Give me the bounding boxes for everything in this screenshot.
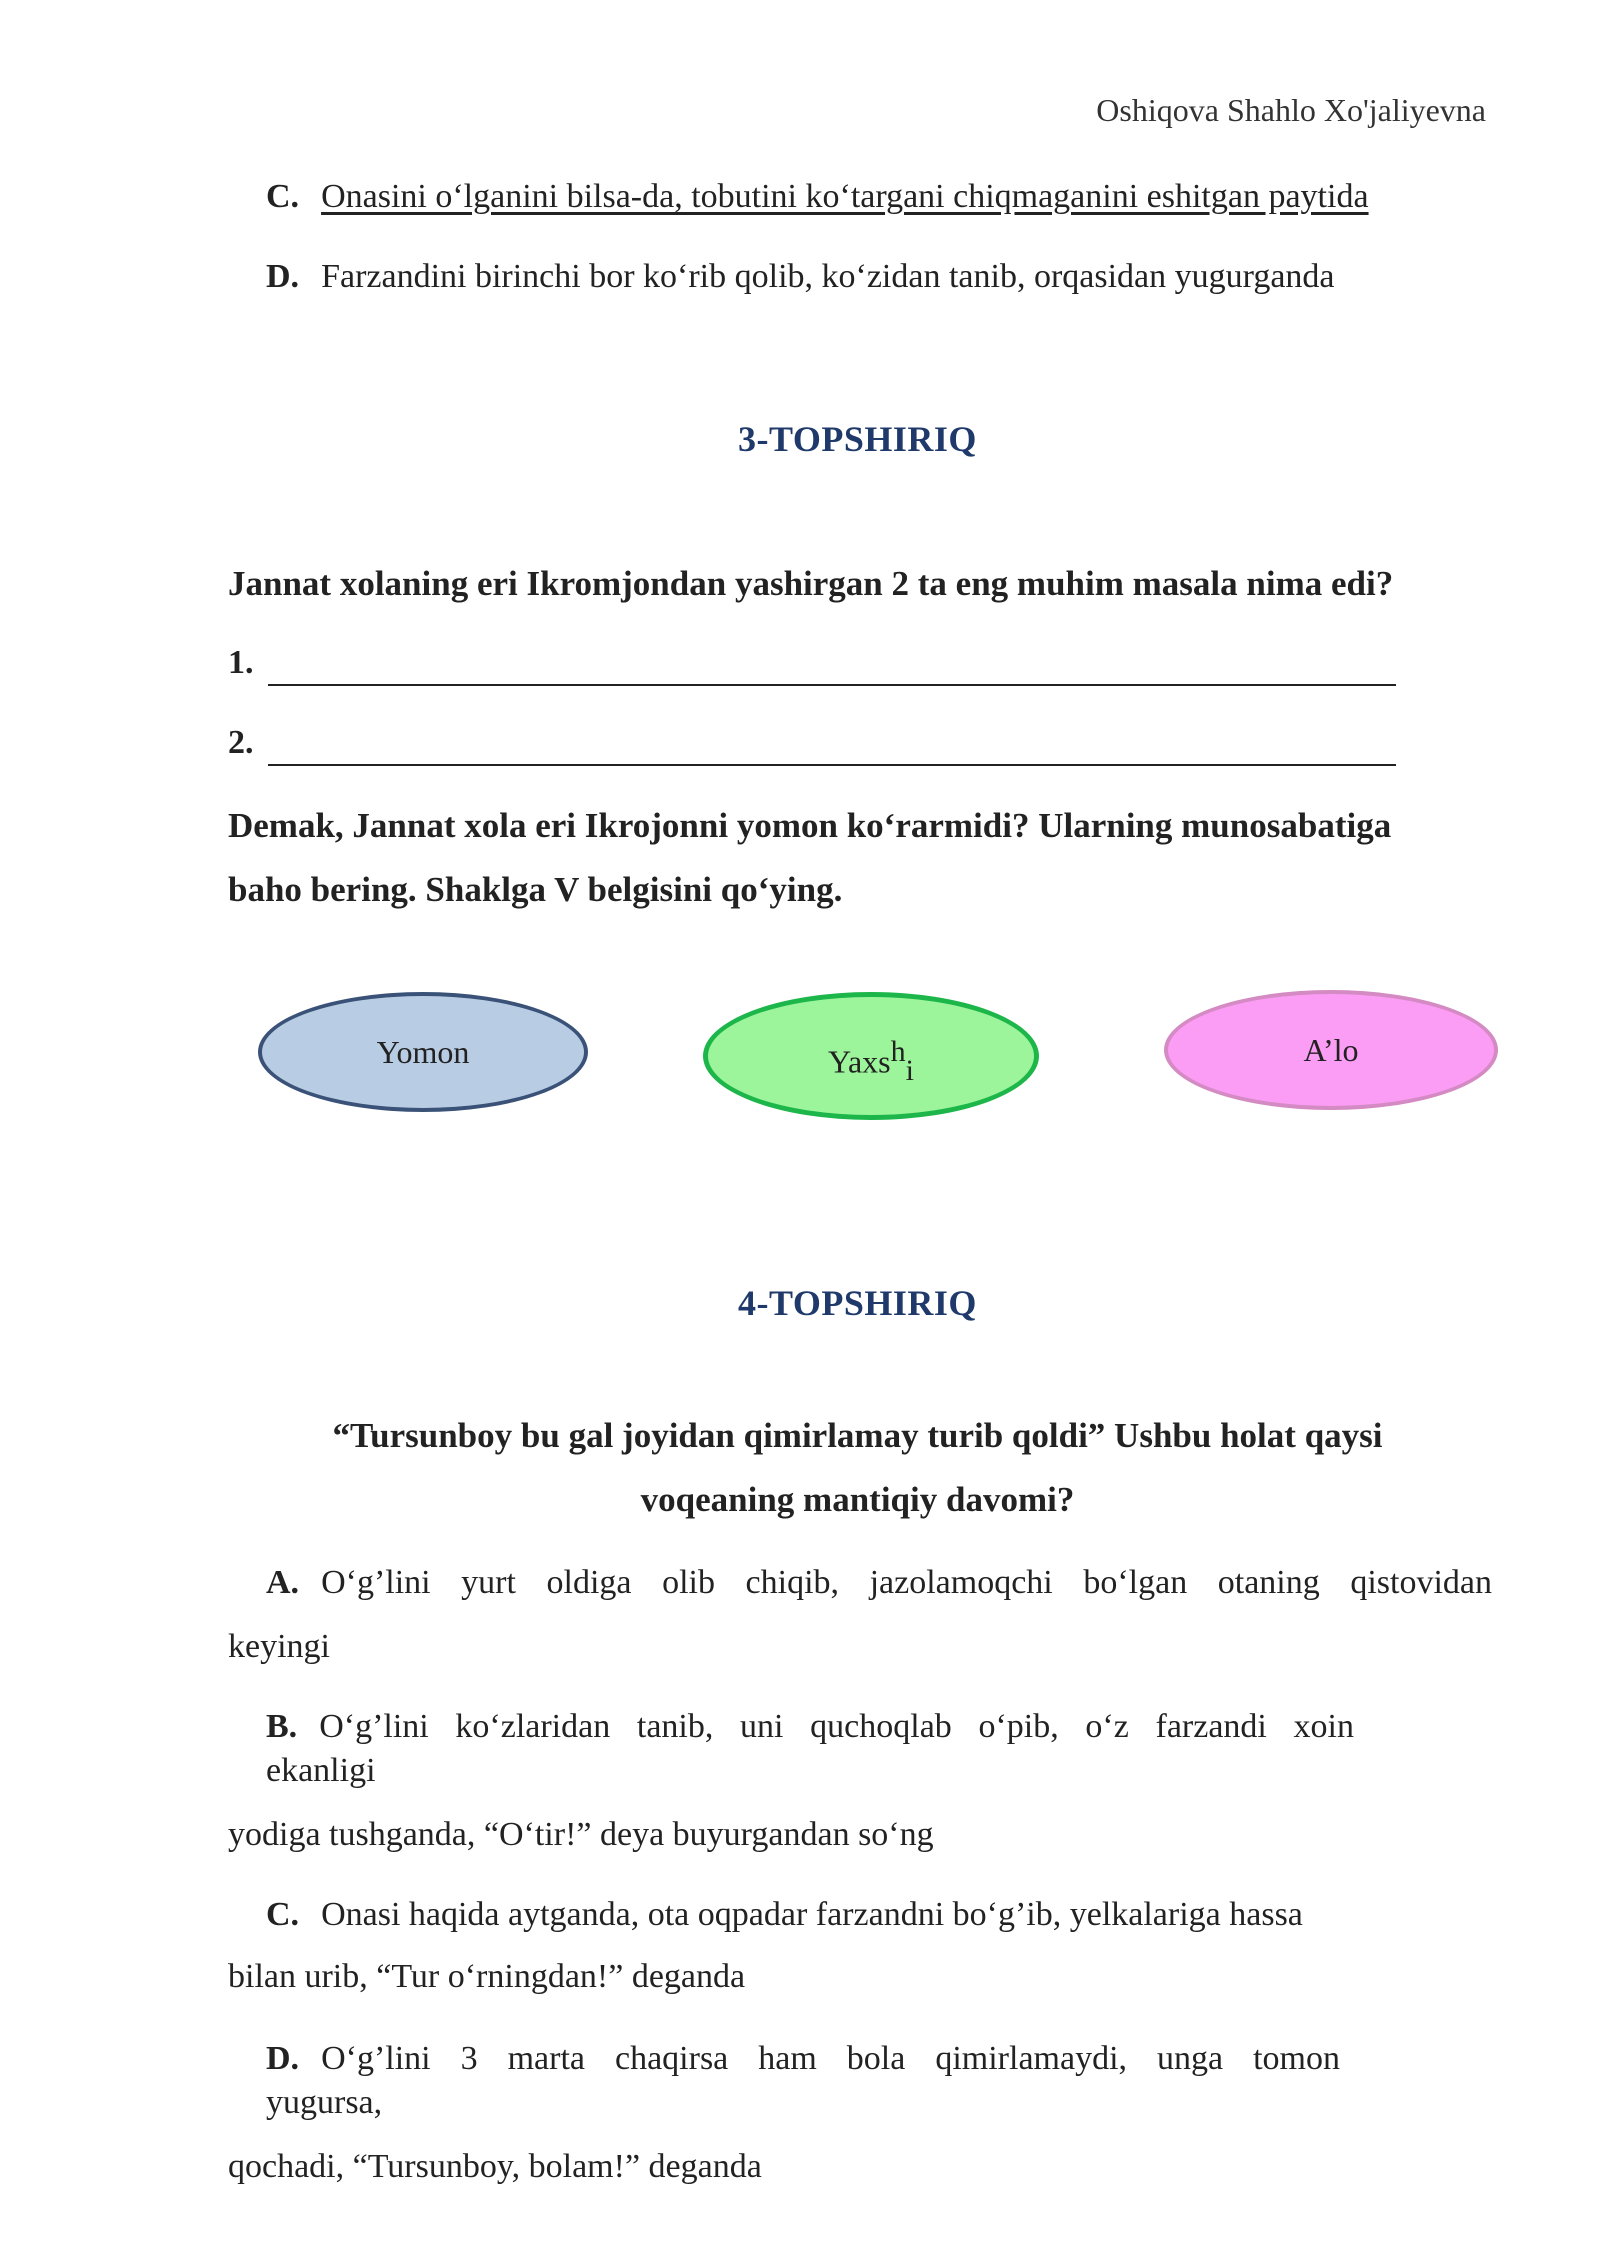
- rating-oval-yomon[interactable]: [258, 992, 588, 1112]
- option-text: O‘g’lini yurt oldiga olib chiqib, jazolamoqchi bo‘lgan otaning qistovidan: [321, 1564, 1492, 1601]
- oval-label: Yomon: [376, 1033, 470, 1070]
- option-letter: D.: [266, 258, 300, 295]
- option-d-cont: qochadi, “Tursunboy, bolam!” deganda: [228, 2148, 762, 2185]
- task3-question: Jannat xolaning eri Ikromjondan yashirgan 2 ta eng muhim masala nima edi?: [228, 564, 1394, 603]
- option-letter: A.: [266, 1564, 300, 1601]
- answer-blank-2[interactable]: [228, 724, 1428, 770]
- option-letter: B.: [266, 1708, 298, 1745]
- option-c-prev: [266, 174, 1369, 220]
- oval-label: [828, 1035, 914, 1088]
- option-b: [266, 1704, 1354, 1750]
- author-name: Oshiqova Shahlo Xo'jaliyevna: [1096, 92, 1486, 128]
- option-c: [266, 1892, 1303, 1938]
- option-a-cont: keyingi: [228, 1628, 330, 1665]
- option-b-wrap: ekanligi: [266, 1752, 376, 1789]
- rating-oval-alo[interactable]: [1164, 990, 1498, 1110]
- option-text: Onasi haqida aytganda, ota oqpadar farzandni bo‘g’ib, yelkalariga hassa: [321, 1896, 1303, 1933]
- task3-prompt-line2: baho bering. Shaklga V belgisini qo‘ying.: [228, 870, 843, 909]
- blank-number: 1.: [228, 644, 254, 681]
- task3-heading: 3-TOPSHIRIQ: [738, 419, 977, 459]
- oval-label-sub: i: [905, 1054, 914, 1088]
- task4-question-line1: “Tursunboy bu gal joyidan qimirlamay turib qoldi” Ushbu holat qaysi: [332, 1416, 1383, 1455]
- option-text: O‘g’lini 3 marta chaqirsa ham bola qimirlamaydi, unga tomon: [321, 2040, 1340, 2077]
- blank-underline: [268, 763, 1396, 766]
- rating-oval-yaxshi[interactable]: [703, 992, 1039, 1120]
- task3-prompt-line1: Demak, Jannat xola eri Ikrojonni yomon ko‘rarmidi? Ularning munosabatiga: [228, 806, 1392, 845]
- option-d-wrap: yugursa,: [266, 2084, 383, 2121]
- answer-blank-1[interactable]: [228, 644, 1428, 690]
- blank-underline: [268, 683, 1396, 686]
- option-b-cont: yodiga tushganda, “O‘tir!” deya buyurgandan so‘ng: [228, 1816, 934, 1853]
- task4-heading: 4-TOPSHIRIQ: [738, 1283, 977, 1323]
- option-d: [266, 2036, 1340, 2082]
- task4-question-line2: voqeaning mantiqiy davomi?: [640, 1480, 1075, 1519]
- option-text: O‘g’lini ko‘zlaridan tanib, uni quchoqlab o‘pib, o‘z farzandi xoin: [319, 1708, 1354, 1745]
- option-text: Farzandini birinchi bor ko‘rib qolib, ko‘zidan tanib, orqasidan yugurganda: [321, 258, 1335, 295]
- option-text: Onasini o‘lganini bilsa-da, tobutini ko‘targani chiqmaganini eshitgan paytida: [321, 178, 1369, 215]
- option-d-prev: [266, 254, 1335, 300]
- option-letter: C.: [266, 1896, 300, 1933]
- oval-label: A’lo: [1303, 1031, 1359, 1068]
- option-a: [266, 1560, 1492, 1606]
- option-letter: C.: [266, 178, 300, 215]
- option-c-cont: bilan urib, “Tur o‘rningdan!” deganda: [228, 1958, 746, 1995]
- option-letter: D.: [266, 2040, 300, 2077]
- blank-number: 2.: [228, 724, 254, 761]
- oval-label-base: Yaxs: [828, 1044, 891, 1081]
- oval-label-sup: h: [890, 1035, 906, 1069]
